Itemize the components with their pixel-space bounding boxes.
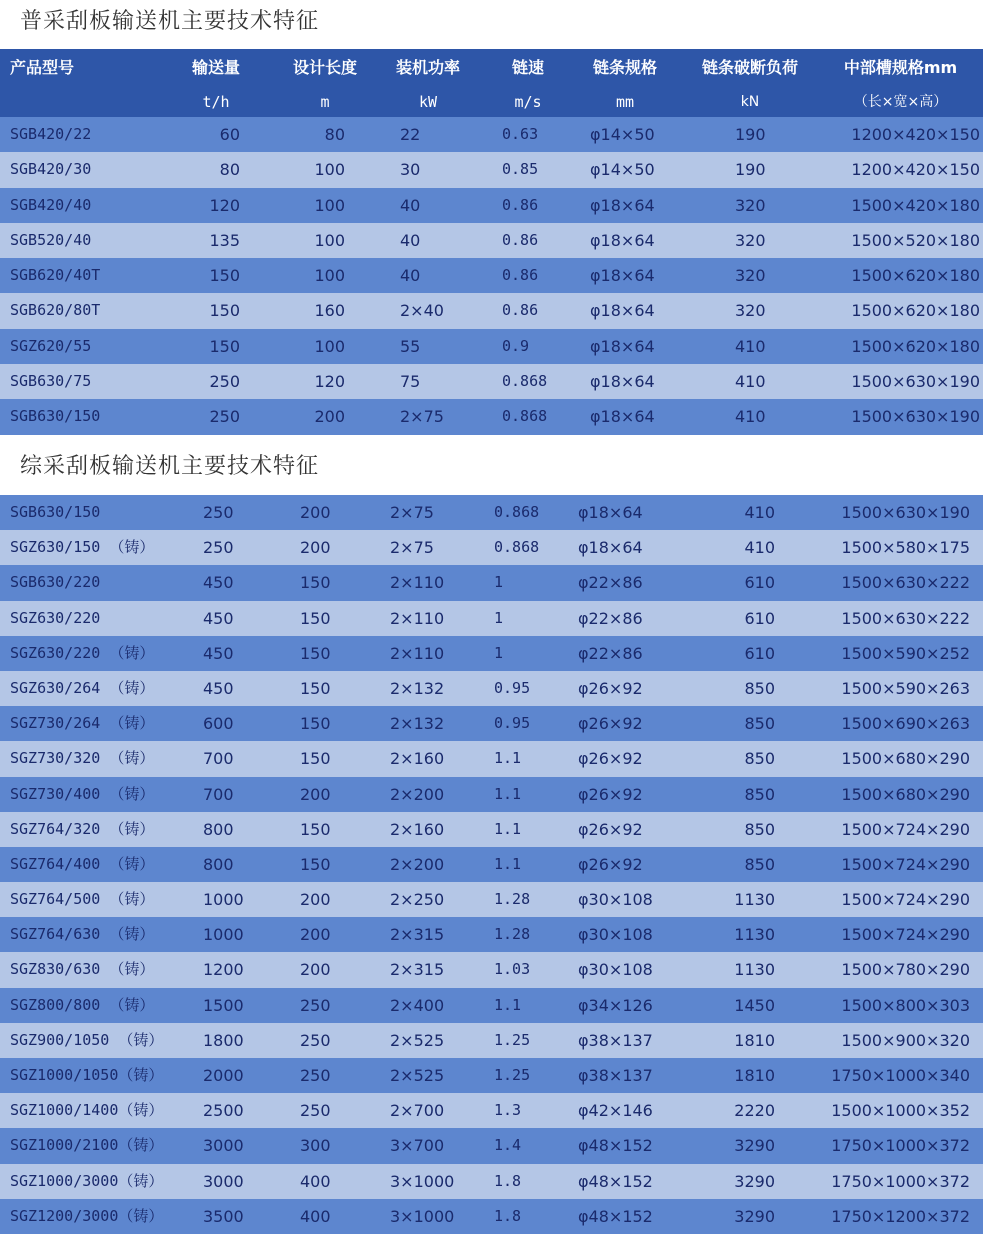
cell-model: SGB630/150 bbox=[10, 407, 101, 426]
cell-model: SGB620/40T bbox=[10, 266, 101, 285]
cell-capacity: 1000 bbox=[203, 890, 244, 910]
cell-power: 2×160 bbox=[390, 819, 445, 839]
table-row bbox=[0, 1199, 983, 1234]
cell-model: SGZ630/150 （铸） bbox=[10, 538, 155, 557]
cell-length: 200 bbox=[300, 503, 331, 522]
cell-speed: 1.8 bbox=[494, 1206, 522, 1225]
cell-trough: 1200×420×150 bbox=[851, 125, 980, 144]
cell-capacity: 120 bbox=[209, 195, 240, 215]
cell-load: 320 bbox=[735, 266, 766, 286]
cell-speed: 1.1 bbox=[494, 819, 522, 838]
cell-load: 1450 bbox=[734, 995, 775, 1015]
cell-capacity: 2000 bbox=[203, 1066, 244, 1085]
cell-capacity: 1500 bbox=[203, 995, 244, 1015]
cell-trough: 1500×620×180 bbox=[851, 336, 980, 356]
cell-length: 150 bbox=[300, 819, 331, 839]
cell-load: 1130 bbox=[734, 890, 775, 910]
cell-power: 2×200 bbox=[390, 854, 445, 874]
table-row bbox=[0, 495, 983, 530]
table-row bbox=[0, 152, 983, 187]
table-row bbox=[0, 917, 983, 952]
cell-model: SGB520/40 bbox=[10, 230, 92, 249]
cell-chain: φ26×92 bbox=[578, 749, 643, 769]
cell-capacity: 3500 bbox=[203, 1206, 244, 1226]
cell-chain: φ26×92 bbox=[578, 714, 643, 734]
cell-power: 2×200 bbox=[390, 784, 445, 804]
cell-trough: 1750×1000×372 bbox=[831, 1136, 970, 1156]
header-capacity: 输送量 bbox=[191, 58, 240, 77]
cell-model: SGZ1000/3000（铸） bbox=[10, 1171, 164, 1190]
cell-trough: 1500×800×303 bbox=[841, 995, 970, 1015]
cell-power: 2×132 bbox=[390, 714, 445, 734]
cell-load: 410 bbox=[744, 503, 775, 522]
cell-length: 200 bbox=[300, 960, 331, 980]
cell-load: 3290 bbox=[734, 1206, 775, 1226]
cell-load: 190 bbox=[735, 160, 766, 180]
cell-length: 150 bbox=[300, 573, 331, 593]
conventional-spec-table bbox=[0, 49, 983, 435]
cell-length: 400 bbox=[300, 1206, 331, 1226]
cell-model: SGB630/75 bbox=[10, 372, 92, 391]
cell-capacity: 1800 bbox=[203, 1030, 244, 1050]
cell-chain: φ22×86 bbox=[578, 573, 643, 593]
table-row bbox=[0, 706, 983, 741]
cell-capacity: 250 bbox=[209, 407, 240, 427]
cell-power: 40 bbox=[400, 266, 421, 286]
cell-capacity: 150 bbox=[209, 266, 240, 286]
table-row bbox=[0, 293, 983, 328]
cell-trough: 1500×590×263 bbox=[841, 678, 970, 698]
cell-length: 250 bbox=[300, 1101, 331, 1121]
cell-load: 610 bbox=[744, 643, 775, 663]
cell-model: SGZ620/55 bbox=[10, 336, 92, 355]
cell-trough: 1500×690×263 bbox=[841, 714, 970, 734]
cell-trough: 1500×580×175 bbox=[841, 538, 970, 558]
cell-speed: 1.1 bbox=[494, 995, 522, 1014]
cell-power: 2×110 bbox=[390, 573, 445, 593]
cell-power: 22 bbox=[400, 125, 421, 144]
cell-model: SGZ1000/2100（铸） bbox=[10, 1136, 164, 1155]
cell-length: 250 bbox=[300, 995, 331, 1015]
cell-power: 40 bbox=[400, 195, 421, 215]
cell-speed: 1.4 bbox=[494, 1136, 522, 1155]
cell-length: 100 bbox=[314, 160, 345, 180]
cell-chain: φ38×137 bbox=[578, 1066, 653, 1085]
unit-speed: m/s bbox=[514, 93, 542, 111]
cell-capacity: 60 bbox=[219, 125, 240, 144]
cell-speed: 1.3 bbox=[494, 1101, 522, 1120]
table-header-row bbox=[0, 49, 983, 87]
cell-speed: 1.25 bbox=[494, 1066, 531, 1084]
table-row bbox=[0, 1128, 983, 1163]
cell-model: SGB630/220 bbox=[10, 573, 101, 592]
cell-chain: φ26×92 bbox=[578, 784, 643, 804]
cell-power: 2×75 bbox=[390, 538, 434, 558]
cell-model: SGB420/30 bbox=[10, 160, 92, 179]
cell-model: SGZ1000/1400（铸） bbox=[10, 1101, 164, 1120]
cell-length: 150 bbox=[300, 608, 331, 628]
cell-length: 120 bbox=[314, 372, 345, 392]
cell-length: 160 bbox=[314, 301, 345, 321]
cell-capacity: 250 bbox=[209, 372, 240, 392]
cell-chain: φ18×64 bbox=[590, 266, 655, 286]
cell-load: 3290 bbox=[734, 1171, 775, 1191]
table-row bbox=[0, 988, 983, 1023]
cell-trough: 1200×420×150 bbox=[851, 160, 980, 180]
cell-length: 100 bbox=[314, 336, 345, 356]
cell-length: 150 bbox=[300, 749, 331, 769]
cell-speed: 0.86 bbox=[502, 230, 539, 249]
cell-capacity: 800 bbox=[203, 854, 234, 874]
cell-trough: 1500×630×190 bbox=[851, 407, 980, 427]
header-speed: 链速 bbox=[511, 58, 544, 77]
cell-trough: 1500×630×190 bbox=[851, 372, 980, 392]
table-row bbox=[0, 601, 983, 636]
cell-load: 3290 bbox=[734, 1136, 775, 1156]
cell-power: 2×400 bbox=[390, 995, 445, 1015]
cell-load: 320 bbox=[735, 230, 766, 250]
cell-speed: 1.1 bbox=[494, 749, 522, 768]
cell-speed: 0.86 bbox=[502, 266, 539, 285]
cell-model: SGZ730/320 （铸） bbox=[10, 749, 155, 768]
unit-power: kW bbox=[418, 93, 438, 111]
header-length: 设计长度 bbox=[292, 58, 357, 77]
cell-model: SGZ764/400 （铸） bbox=[10, 854, 155, 873]
cell-capacity: 450 bbox=[203, 573, 234, 593]
cell-speed: 1 bbox=[494, 608, 504, 627]
cell-chain: φ30×108 bbox=[578, 890, 653, 910]
unit-trough: （长×宽×高） bbox=[853, 94, 948, 110]
cell-model: SGZ800/800 （铸） bbox=[10, 995, 155, 1014]
section-title-conventional: 普采刮板输送机主要技术特征 bbox=[20, 9, 320, 34]
cell-trough: 1500×680×290 bbox=[841, 784, 970, 804]
cell-length: 200 bbox=[300, 925, 331, 945]
cell-power: 2×700 bbox=[390, 1101, 445, 1121]
cell-trough: 1500×630×222 bbox=[841, 573, 970, 593]
cell-trough: 1500×680×290 bbox=[841, 749, 970, 769]
cell-length: 150 bbox=[300, 678, 331, 698]
cell-trough: 1500×724×290 bbox=[841, 854, 970, 874]
table-row bbox=[0, 399, 983, 434]
cell-length: 250 bbox=[300, 1030, 331, 1050]
cell-trough: 1500×420×180 bbox=[851, 195, 980, 215]
cell-trough: 1500×724×290 bbox=[841, 819, 970, 839]
cell-chain: φ18×64 bbox=[578, 503, 643, 522]
cell-model: SGZ630/220 bbox=[10, 608, 101, 627]
cell-capacity: 250 bbox=[203, 503, 234, 522]
cell-power: 2×315 bbox=[390, 925, 445, 945]
cell-capacity: 700 bbox=[203, 784, 234, 804]
cell-power: 2×75 bbox=[400, 407, 444, 427]
cell-model: SGZ730/264 （铸） bbox=[10, 714, 155, 733]
header-power: 装机功率 bbox=[395, 58, 460, 77]
cell-power: 3×1000 bbox=[390, 1171, 455, 1191]
cell-power: 2×250 bbox=[390, 890, 445, 910]
table-row bbox=[0, 741, 983, 776]
cell-trough: 1500×630×222 bbox=[841, 608, 970, 628]
header-load: 链条破断负荷 bbox=[701, 58, 798, 77]
cell-speed: 1.28 bbox=[494, 925, 531, 944]
cell-length: 400 bbox=[300, 1171, 331, 1191]
table-row bbox=[0, 812, 983, 847]
cell-trough: 1500×520×180 bbox=[851, 230, 980, 250]
cell-capacity: 250 bbox=[203, 538, 234, 558]
header-trough: 中部槽规格mm bbox=[843, 58, 958, 77]
cell-chain: φ22×86 bbox=[578, 608, 643, 628]
cell-load: 850 bbox=[744, 819, 775, 839]
cell-chain: φ18×64 bbox=[578, 538, 643, 558]
cell-load: 1810 bbox=[734, 1066, 775, 1085]
cell-speed: 1.8 bbox=[494, 1171, 522, 1190]
cell-model: SGZ630/220 （铸） bbox=[10, 643, 155, 662]
table-row bbox=[0, 777, 983, 812]
cell-speed: 0.95 bbox=[494, 678, 531, 697]
cell-capacity: 80 bbox=[219, 160, 240, 180]
cell-chain: φ18×64 bbox=[590, 407, 655, 427]
cell-speed: 0.63 bbox=[502, 125, 539, 143]
table-row bbox=[0, 882, 983, 917]
cell-chain: φ34×126 bbox=[578, 995, 653, 1015]
cell-power: 55 bbox=[400, 336, 421, 356]
cell-speed: 0.86 bbox=[502, 301, 539, 320]
cell-speed: 0.868 bbox=[502, 407, 548, 426]
cell-load: 850 bbox=[744, 784, 775, 804]
unit-chain: mm bbox=[615, 93, 635, 111]
cell-chain: φ30×108 bbox=[578, 925, 653, 945]
cell-load: 190 bbox=[735, 125, 766, 144]
cell-model: SGB630/150 bbox=[10, 503, 101, 521]
cell-capacity: 3000 bbox=[203, 1136, 244, 1156]
table-row bbox=[0, 1058, 983, 1093]
cell-trough: 1500×780×290 bbox=[841, 960, 970, 980]
cell-length: 200 bbox=[300, 890, 331, 910]
cell-load: 2220 bbox=[734, 1101, 775, 1121]
cell-speed: 0.95 bbox=[494, 714, 531, 733]
cell-speed: 1 bbox=[494, 573, 504, 592]
cell-capacity: 1200 bbox=[203, 960, 244, 980]
cell-trough: 1500×1000×352 bbox=[831, 1101, 970, 1121]
cell-model: SGZ830/630 （铸） bbox=[10, 960, 155, 979]
cell-capacity: 3000 bbox=[203, 1171, 244, 1191]
cell-model: SGB420/40 bbox=[10, 195, 92, 214]
cell-speed: 1.25 bbox=[494, 1030, 531, 1049]
cell-speed: 1.03 bbox=[494, 960, 531, 979]
cell-chain: φ14×50 bbox=[590, 125, 655, 144]
cell-power: 2×315 bbox=[390, 960, 445, 980]
table-row bbox=[0, 565, 983, 600]
cell-model: SGZ1000/1050（铸） bbox=[10, 1066, 164, 1084]
cell-load: 410 bbox=[735, 372, 766, 392]
cell-capacity: 600 bbox=[203, 714, 234, 734]
cell-power: 30 bbox=[400, 160, 421, 180]
cell-length: 200 bbox=[314, 407, 345, 427]
cell-trough: 1500×620×180 bbox=[851, 266, 980, 286]
table-row bbox=[0, 636, 983, 671]
cell-speed: 1 bbox=[494, 643, 504, 662]
table-row bbox=[0, 847, 983, 882]
cell-length: 80 bbox=[324, 125, 345, 144]
cell-capacity: 450 bbox=[203, 643, 234, 663]
cell-capacity: 800 bbox=[203, 819, 234, 839]
cell-load: 320 bbox=[735, 301, 766, 321]
cell-chain: φ48×152 bbox=[578, 1171, 653, 1191]
cell-trough: 1750×1200×372 bbox=[831, 1206, 970, 1226]
cell-load: 850 bbox=[744, 678, 775, 698]
cell-chain: φ42×146 bbox=[578, 1101, 653, 1121]
cell-power: 2×110 bbox=[390, 643, 445, 663]
table-row bbox=[0, 1023, 983, 1058]
cell-chain: φ18×64 bbox=[590, 372, 655, 392]
cell-model: SGZ764/320 （铸） bbox=[10, 819, 155, 838]
cell-load: 850 bbox=[744, 749, 775, 769]
table-row bbox=[0, 530, 983, 565]
cell-speed: 1.28 bbox=[494, 890, 531, 909]
cell-chain: φ26×92 bbox=[578, 854, 643, 874]
cell-power: 2×160 bbox=[390, 749, 445, 769]
cell-chain: φ18×64 bbox=[590, 336, 655, 356]
cell-trough: 1750×1000×340 bbox=[831, 1066, 970, 1085]
table-row bbox=[0, 364, 983, 399]
cell-speed: 0.86 bbox=[502, 195, 539, 214]
cell-model: SGZ764/500 （铸） bbox=[10, 890, 155, 909]
unit-length: m bbox=[320, 93, 330, 111]
cell-length: 100 bbox=[314, 195, 345, 215]
unit-capacity: t/h bbox=[202, 93, 230, 111]
cell-trough: 1500×724×290 bbox=[841, 890, 970, 910]
cell-length: 100 bbox=[314, 266, 345, 286]
cell-speed: 1.1 bbox=[494, 784, 522, 803]
cell-load: 1130 bbox=[734, 925, 775, 945]
cell-chain: φ30×108 bbox=[578, 960, 653, 980]
cell-load: 410 bbox=[735, 407, 766, 427]
cell-trough: 1500×590×252 bbox=[841, 643, 970, 663]
cell-power: 40 bbox=[400, 230, 421, 250]
unit-load: kN bbox=[740, 94, 760, 110]
header-chain: 链条规格 bbox=[592, 58, 657, 77]
header-model: 产品型号 bbox=[10, 58, 75, 77]
cell-trough: 1500×900×320 bbox=[841, 1030, 970, 1050]
cell-chain: φ48×152 bbox=[578, 1206, 653, 1226]
cell-load: 410 bbox=[735, 336, 766, 356]
cell-chain: φ48×152 bbox=[578, 1136, 653, 1156]
cell-capacity: 450 bbox=[203, 608, 234, 628]
cell-capacity: 2500 bbox=[203, 1101, 244, 1121]
table-row bbox=[0, 671, 983, 706]
cell-model: SGZ900/1050 （铸） bbox=[10, 1030, 164, 1049]
cell-speed: 1.1 bbox=[494, 854, 522, 873]
cell-trough: 1500×620×180 bbox=[851, 301, 980, 321]
cell-speed: 0.868 bbox=[502, 372, 548, 391]
cell-capacity: 150 bbox=[209, 301, 240, 321]
cell-chain: φ18×64 bbox=[590, 301, 655, 321]
cell-chain: φ18×64 bbox=[590, 195, 655, 215]
cell-speed: 0.85 bbox=[502, 160, 539, 179]
cell-length: 150 bbox=[300, 854, 331, 874]
cell-chain: φ26×92 bbox=[578, 819, 643, 839]
table-row bbox=[0, 329, 983, 364]
cell-chain: φ26×92 bbox=[578, 678, 643, 698]
cell-load: 850 bbox=[744, 714, 775, 734]
cell-length: 250 bbox=[300, 1066, 331, 1085]
cell-model: SGB620/80T bbox=[10, 301, 101, 320]
cell-speed: 0.868 bbox=[494, 503, 540, 521]
cell-speed: 0.868 bbox=[494, 538, 540, 557]
cell-load: 1810 bbox=[734, 1030, 775, 1050]
cell-load: 850 bbox=[744, 854, 775, 874]
cell-model: SGZ1200/3000（铸） bbox=[10, 1206, 164, 1225]
cell-load: 610 bbox=[744, 573, 775, 593]
table-row bbox=[0, 952, 983, 987]
cell-load: 1130 bbox=[734, 960, 775, 980]
cell-power: 2×132 bbox=[390, 678, 445, 698]
table-units-row bbox=[0, 87, 983, 117]
table-row bbox=[0, 1164, 983, 1199]
fully-mechanized-spec-table bbox=[0, 495, 983, 1234]
cell-model: SGZ764/630 （铸） bbox=[10, 925, 155, 944]
cell-trough: 1750×1000×372 bbox=[831, 1171, 970, 1191]
cell-length: 150 bbox=[300, 643, 331, 663]
cell-capacity: 150 bbox=[209, 336, 240, 356]
cell-chain: φ18×64 bbox=[590, 230, 655, 250]
cell-length: 300 bbox=[300, 1136, 331, 1156]
cell-load: 410 bbox=[744, 538, 775, 558]
cell-capacity: 135 bbox=[209, 230, 240, 250]
cell-chain: φ14×50 bbox=[590, 160, 655, 180]
cell-length: 150 bbox=[300, 714, 331, 734]
cell-power: 2×525 bbox=[390, 1030, 445, 1050]
table-row bbox=[0, 117, 983, 152]
cell-chain: φ38×137 bbox=[578, 1030, 653, 1050]
cell-model: SGZ630/264 （铸） bbox=[10, 678, 155, 697]
cell-trough: 1500×630×190 bbox=[841, 503, 970, 522]
cell-length: 100 bbox=[314, 230, 345, 250]
cell-length: 200 bbox=[300, 538, 331, 558]
cell-power: 2×525 bbox=[390, 1066, 445, 1085]
cell-power: 3×700 bbox=[390, 1136, 445, 1156]
table-row bbox=[0, 258, 983, 293]
cell-power: 2×110 bbox=[390, 608, 445, 628]
cell-power: 75 bbox=[400, 372, 421, 392]
cell-speed: 0.9 bbox=[502, 336, 530, 355]
cell-power: 3×1000 bbox=[390, 1206, 455, 1226]
cell-power: 2×75 bbox=[390, 503, 434, 522]
cell-load: 320 bbox=[735, 195, 766, 215]
cell-capacity: 1000 bbox=[203, 925, 244, 945]
table-row bbox=[0, 188, 983, 223]
cell-load: 610 bbox=[744, 608, 775, 628]
cell-model: SGB420/22 bbox=[10, 125, 92, 143]
cell-power: 2×40 bbox=[400, 301, 444, 321]
section-title-fully-mechanized: 综采刮板输送机主要技术特征 bbox=[20, 454, 320, 479]
cell-chain: φ22×86 bbox=[578, 643, 643, 663]
cell-model: SGZ730/400 （铸） bbox=[10, 784, 155, 803]
cell-trough: 1500×724×290 bbox=[841, 925, 970, 945]
cell-capacity: 700 bbox=[203, 749, 234, 769]
cell-capacity: 450 bbox=[203, 678, 234, 698]
cell-length: 200 bbox=[300, 784, 331, 804]
table-row bbox=[0, 1093, 983, 1128]
table-row bbox=[0, 223, 983, 258]
